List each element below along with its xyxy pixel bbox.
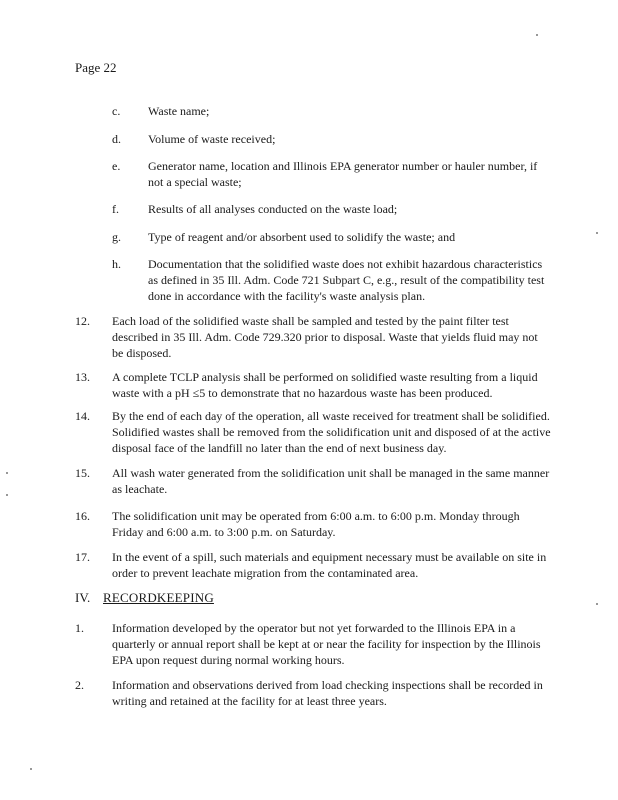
item-label: 2. [75,678,84,692]
scan-speck [30,768,32,770]
scan-speck [596,603,598,605]
item-text: By the end of each day of the operation, all waste received for treatment shall be solidified. Solidified wastes shall be removed from the solidification unit and disposed of at the active disposal face of the landfill no later than the end of next business day. [112,409,551,455]
scan-speck [6,494,8,496]
item-text: Type of reagent and/or absorbent used to solidify the waste; and [148,230,456,244]
item-label: e. [112,159,121,173]
item-text: A complete TCLP analysis shall be performed on solidified waste resulting from a liquid waste with a pH ≤5 to demonstrate that no hazardous waste has been produced. [112,370,538,400]
item-text: Each load of the solidified waste shall be sampled and tested by the paint filter test described in 35 Ill. Adm. Code 729.320 prior to disposal. Waste that yields fluid may not be disposed. [112,314,538,360]
scan-speck [536,34,538,36]
item-label: 15. [75,466,90,480]
item-text: Results of all analyses conducted on the waste load; [148,202,398,216]
item-text: Generator name, location and Illinois EPA generator number or hauler number, if not a special waste; [148,159,538,189]
item-label: 13. [75,370,90,384]
item-text: Information developed by the operator but not yet forwarded to the Illinois EPA in a quarterly or annual report shall be kept at or near the facility for inspection by the Illinois EPA upon request during normal working hours. [112,621,541,667]
item-text: Information and observations derived from load checking inspections shall be recorded in writing and retained at the facility for at least three years. [112,678,543,708]
item-text: All wash water generated from the solidification unit shall be managed in the same manner as leachate. [112,466,550,496]
scan-speck [6,472,8,474]
item-label: 1. [75,621,84,635]
item-label: 14. [75,409,90,423]
item-label: g. [112,230,121,244]
item-text: The solidification unit may be operated from 6:00 a.m. to 6:00 p.m. Monday through Friday and 6:00 a.m. to 3:00 p.m. on Saturday. [112,509,520,539]
page-number: Page 22 [75,60,117,75]
scan-speck [596,232,598,234]
item-label: f. [112,202,119,216]
section-title: RECORDKEEPING [103,590,214,605]
item-text: Waste name; [148,104,210,118]
item-label: 12. [75,314,90,328]
item-label: 16. [75,509,90,523]
item-text: In the event of a spill, such materials and equipment necessary must be available on site in order to prevent leachate migration from the contaminated area. [112,550,547,580]
section-number: IV. [75,590,91,605]
item-label: 17. [75,550,90,564]
item-text: Documentation that the solidified waste does not exhibit hazardous characteristics as defined in 35 Ill. Adm. Code 721 Subpart C, e.g., result of the compatibility test done in accordance with the facility's waste analysis plan. [148,257,545,303]
item-label: h. [112,257,121,271]
item-label: c. [112,104,121,118]
item-label: d. [112,132,121,146]
item-text: Volume of waste received; [148,132,276,146]
